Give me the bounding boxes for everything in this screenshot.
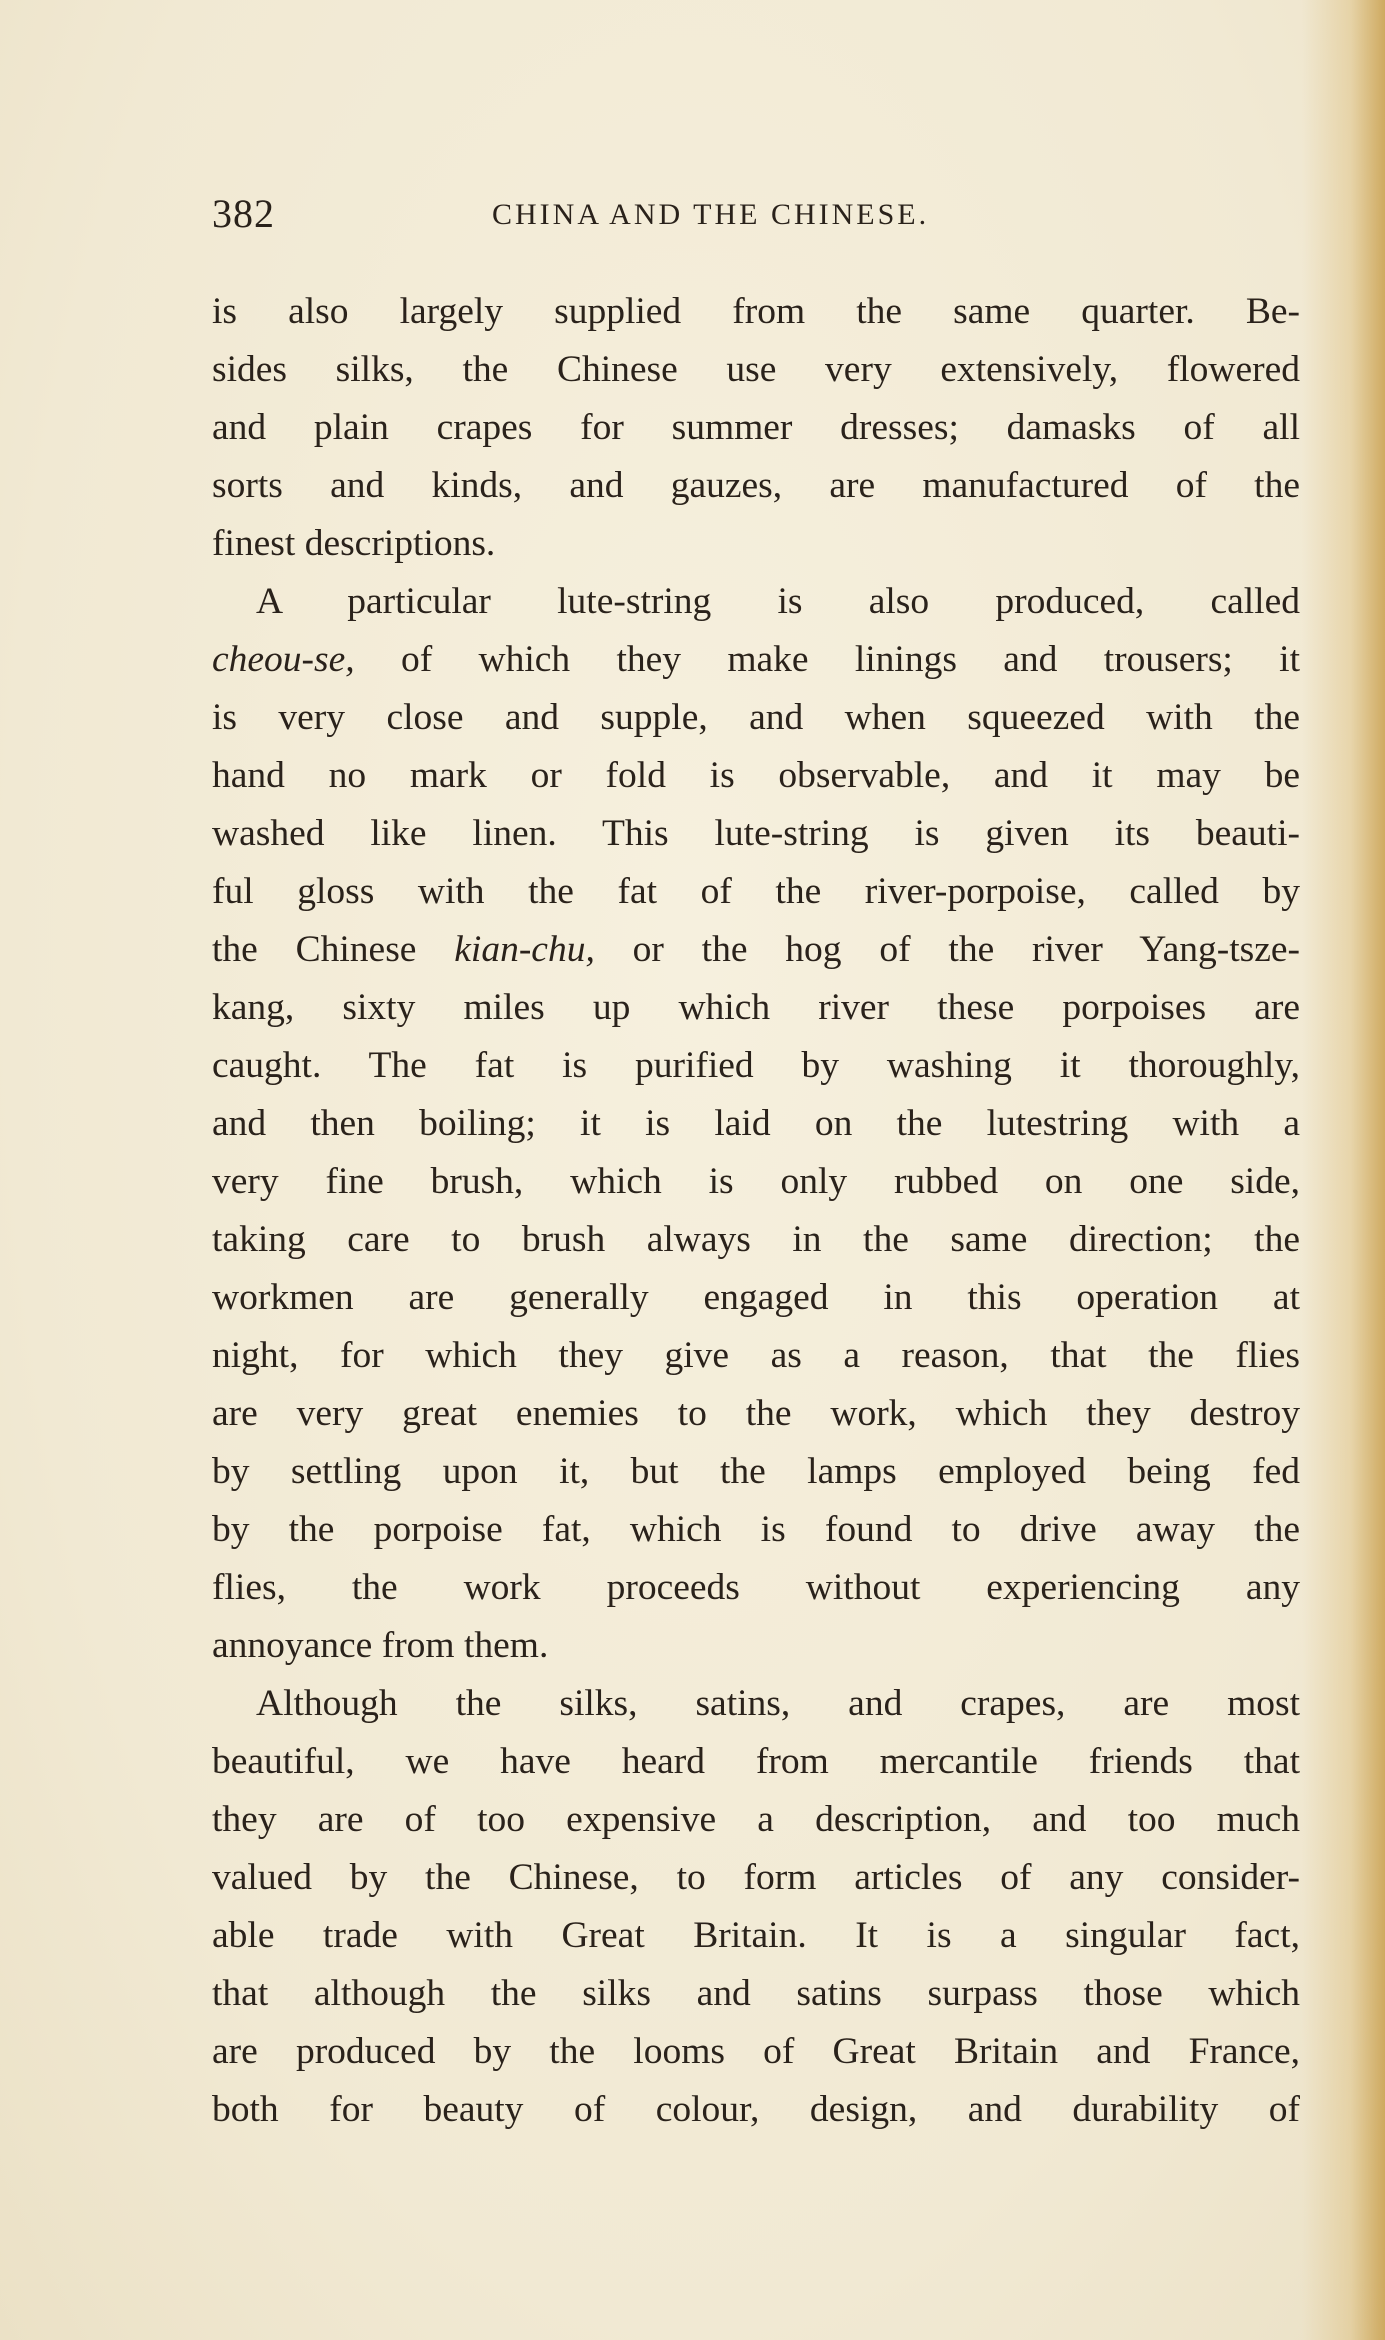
text-line: night, for which they give as a reason, that the flies [212,1335,1300,1376]
text-line: sides silks, the Chinese use very extensively, flowered [212,349,1300,390]
text-line: finest descriptions. [212,523,496,564]
text-line: washed like linen. This lute-string is given its beauti- [212,813,1300,854]
running-title: CHINA AND THE CHINESE. [492,198,930,231]
text-line: valued by the Chinese, to form articles of any consider- [212,1857,1300,1898]
text-line: sorts and kinds, and gauzes, are manufactured of the [212,465,1300,506]
text-line: and then boiling; it is laid on the lutestring with a [212,1103,1300,1144]
text-line: is very close and supple, and when squeezed with the [212,697,1300,738]
running-head [212,190,1212,240]
text-line: are very great enemies to the work, which they destroy [212,1393,1300,1434]
text-line: by settling upon it, but the lamps employed being fed [212,1451,1300,1492]
text-line: and plain crapes for summer dresses; damasks of all [212,407,1300,448]
text-line [212,631,1300,689]
text-line: annoyance from them. [212,1625,549,1666]
text-line: very fine brush, which is only rubbed on one side, [212,1161,1300,1202]
text-line: caught. The fat is purified by washing it thoroughly, [212,1045,1300,1086]
text-line [212,921,1300,979]
text-fragment: the Chinese [212,929,455,970]
text-line: beautiful, we have heard from mercantile friends that [212,1741,1300,1782]
text-line: that although the silks and satins surpass those which [212,1973,1300,2014]
text-line: workmen are generally engaged in this operation at [212,1277,1300,1318]
text-line: both for beauty of colour, design, and durability of [212,2089,1300,2130]
text-line: are produced by the looms of Great Britain and France, [212,2031,1300,2072]
text-line: able trade with Great Britain. It is a singular fact, [212,1915,1300,1956]
text-line: hand no mark or fold is observable, and it may be [212,755,1300,796]
text-line: flies, the work proceeds without experiencing any [212,1567,1300,1608]
text-fragment: of which they make linings and trousers; it [354,639,1300,680]
paragraph-start-line: A particular lute-string is also produced, called [256,581,1300,622]
paragraph-start-line: Although the silks, satins, and crapes, are most [256,1683,1300,1724]
text-fragment: or the hog of the river Yang-tsze- [594,929,1300,970]
italic-term: cheou-se, [212,639,355,680]
text-line: taking care to brush always in the same direction; the [212,1219,1300,1260]
italic-term: kian-chu, [454,929,595,970]
text-line: is also largely supplied from the same quarter. Be- [212,291,1300,332]
page-number: 382 [212,191,275,236]
text-line: ful gloss with the fat of the river-porpoise, called by [212,871,1300,912]
body-text [212,283,1300,2139]
text-line: they are of too expensive a description, and too much [212,1799,1300,1840]
text-line: kang, sixty miles up which river these porpoises are [212,987,1300,1028]
text-line: by the porpoise fat, which is found to drive away the [212,1509,1300,1550]
